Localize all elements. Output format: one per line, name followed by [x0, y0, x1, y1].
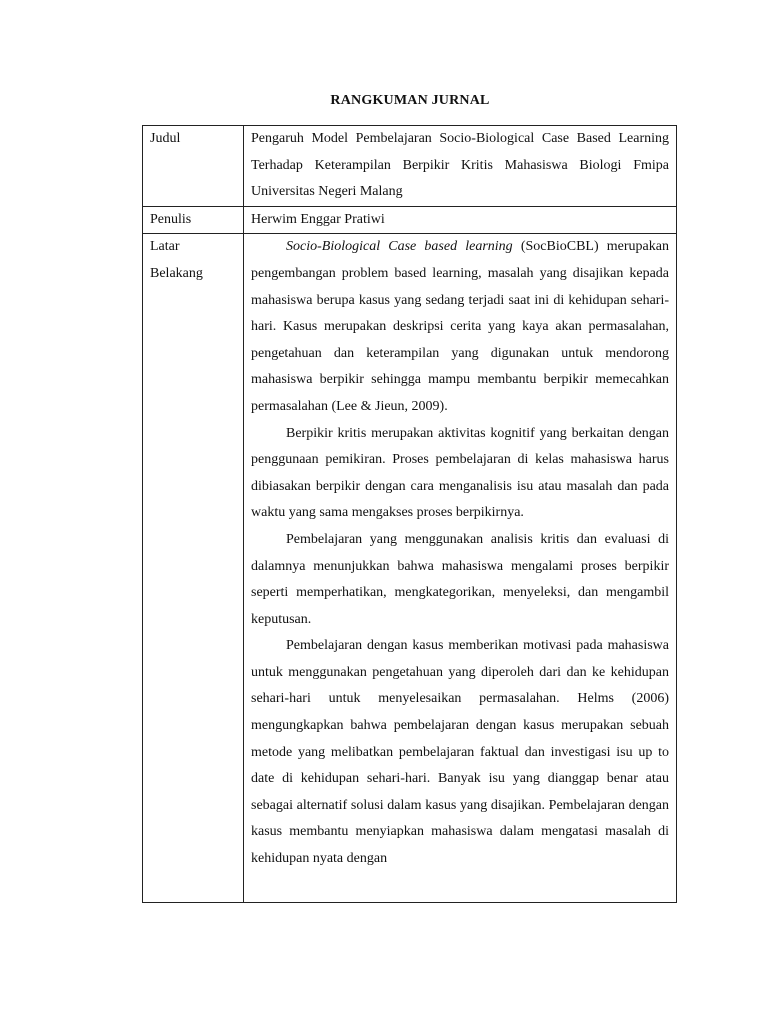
table-row-penulis — [143, 206, 677, 234]
label-judul: Judul — [143, 126, 244, 207]
value-penulis: Herwim Enggar Pratiwi — [244, 206, 677, 234]
table-row-judul — [143, 126, 677, 207]
table-row-latar-belakang — [143, 234, 677, 903]
paragraph-3: Pembelajaran yang menggunakan analisis kritis dan evaluasi di dalamnya menunjukkan bahwa mahasiswa mengalami proses berpikir seperti memperhatikan, mengkategorikan, menyeleksi, dan mengambil keputusan. — [251, 531, 669, 627]
page-title: RANGKUMAN JURNAL — [330, 93, 490, 108]
paragraph-1 — [251, 234, 669, 420]
paragraph-1-italic: Socio-Biological Case based learning — [286, 239, 513, 255]
value-latar-belakang — [244, 234, 677, 903]
paragraph-2: Berpikir kritis merupakan aktivitas kognitif yang berkaitan dengan penggunaan pemikiran. Proses pembelajaran di kelas mahasiswa harus dibiasakan berpikir dengan cara menganalisis isu atau masalah dan pada waktu yang sama mengakses proses berpikirnya. — [251, 425, 669, 521]
value-judul: Pengaruh Model Pembelajaran Socio-Biological Case Based Learning Terhadap Keterampilan Berpikir Kritis Mahasiswa Biologi Fmipa Universitas Negeri Malang — [244, 126, 677, 207]
paragraph-1-text: (SocBioCBL) merupakan pengembangan problem based learning, masalah yang disajikan kepada mahasiswa berupa kasus yang sedang terjadi saat ini di kehidupan sehari-hari. Kasus merupakan deskripsi cerita yang kaya akan permasalahan, pengetahuan dan keterampilan yang digunakan untuk mendorong mahasiswa berpikir sehingga mampu membantu berpikir memecahkan permasalahan (Lee & Jieun, 2009). — [251, 239, 669, 414]
summary-table — [142, 125, 677, 903]
latar-belakang-body — [251, 234, 669, 902]
label-penulis: Penulis — [143, 206, 244, 234]
label-latar-line1: Latar — [150, 239, 180, 255]
label-latar-belakang — [143, 234, 244, 903]
label-latar-line2: Belakang — [150, 265, 203, 281]
paragraph-4: Pembelajaran dengan kasus memberikan motivasi pada mahasiswa untuk menggunakan pengetahuan yang diperoleh dari dan ke kehidupan sehari-hari untuk menyelesaikan permasalahan. Helms (2006) mengungkapkan bahwa pembelajaran dengan kasus merupakan sebuah metode yang melibatkan pembelajaran faktual dan investigasi isu up to date di kehidupan sehari-hari. Banyak isu yang dianggap benar atau sebagai alternatif solusi dalam kasus yang disajikan. Pembelajaran dengan kasus membantu menyiapkan mahasiswa dalam mengatasi masalah di kehidupan nyata dengan — [251, 638, 669, 867]
